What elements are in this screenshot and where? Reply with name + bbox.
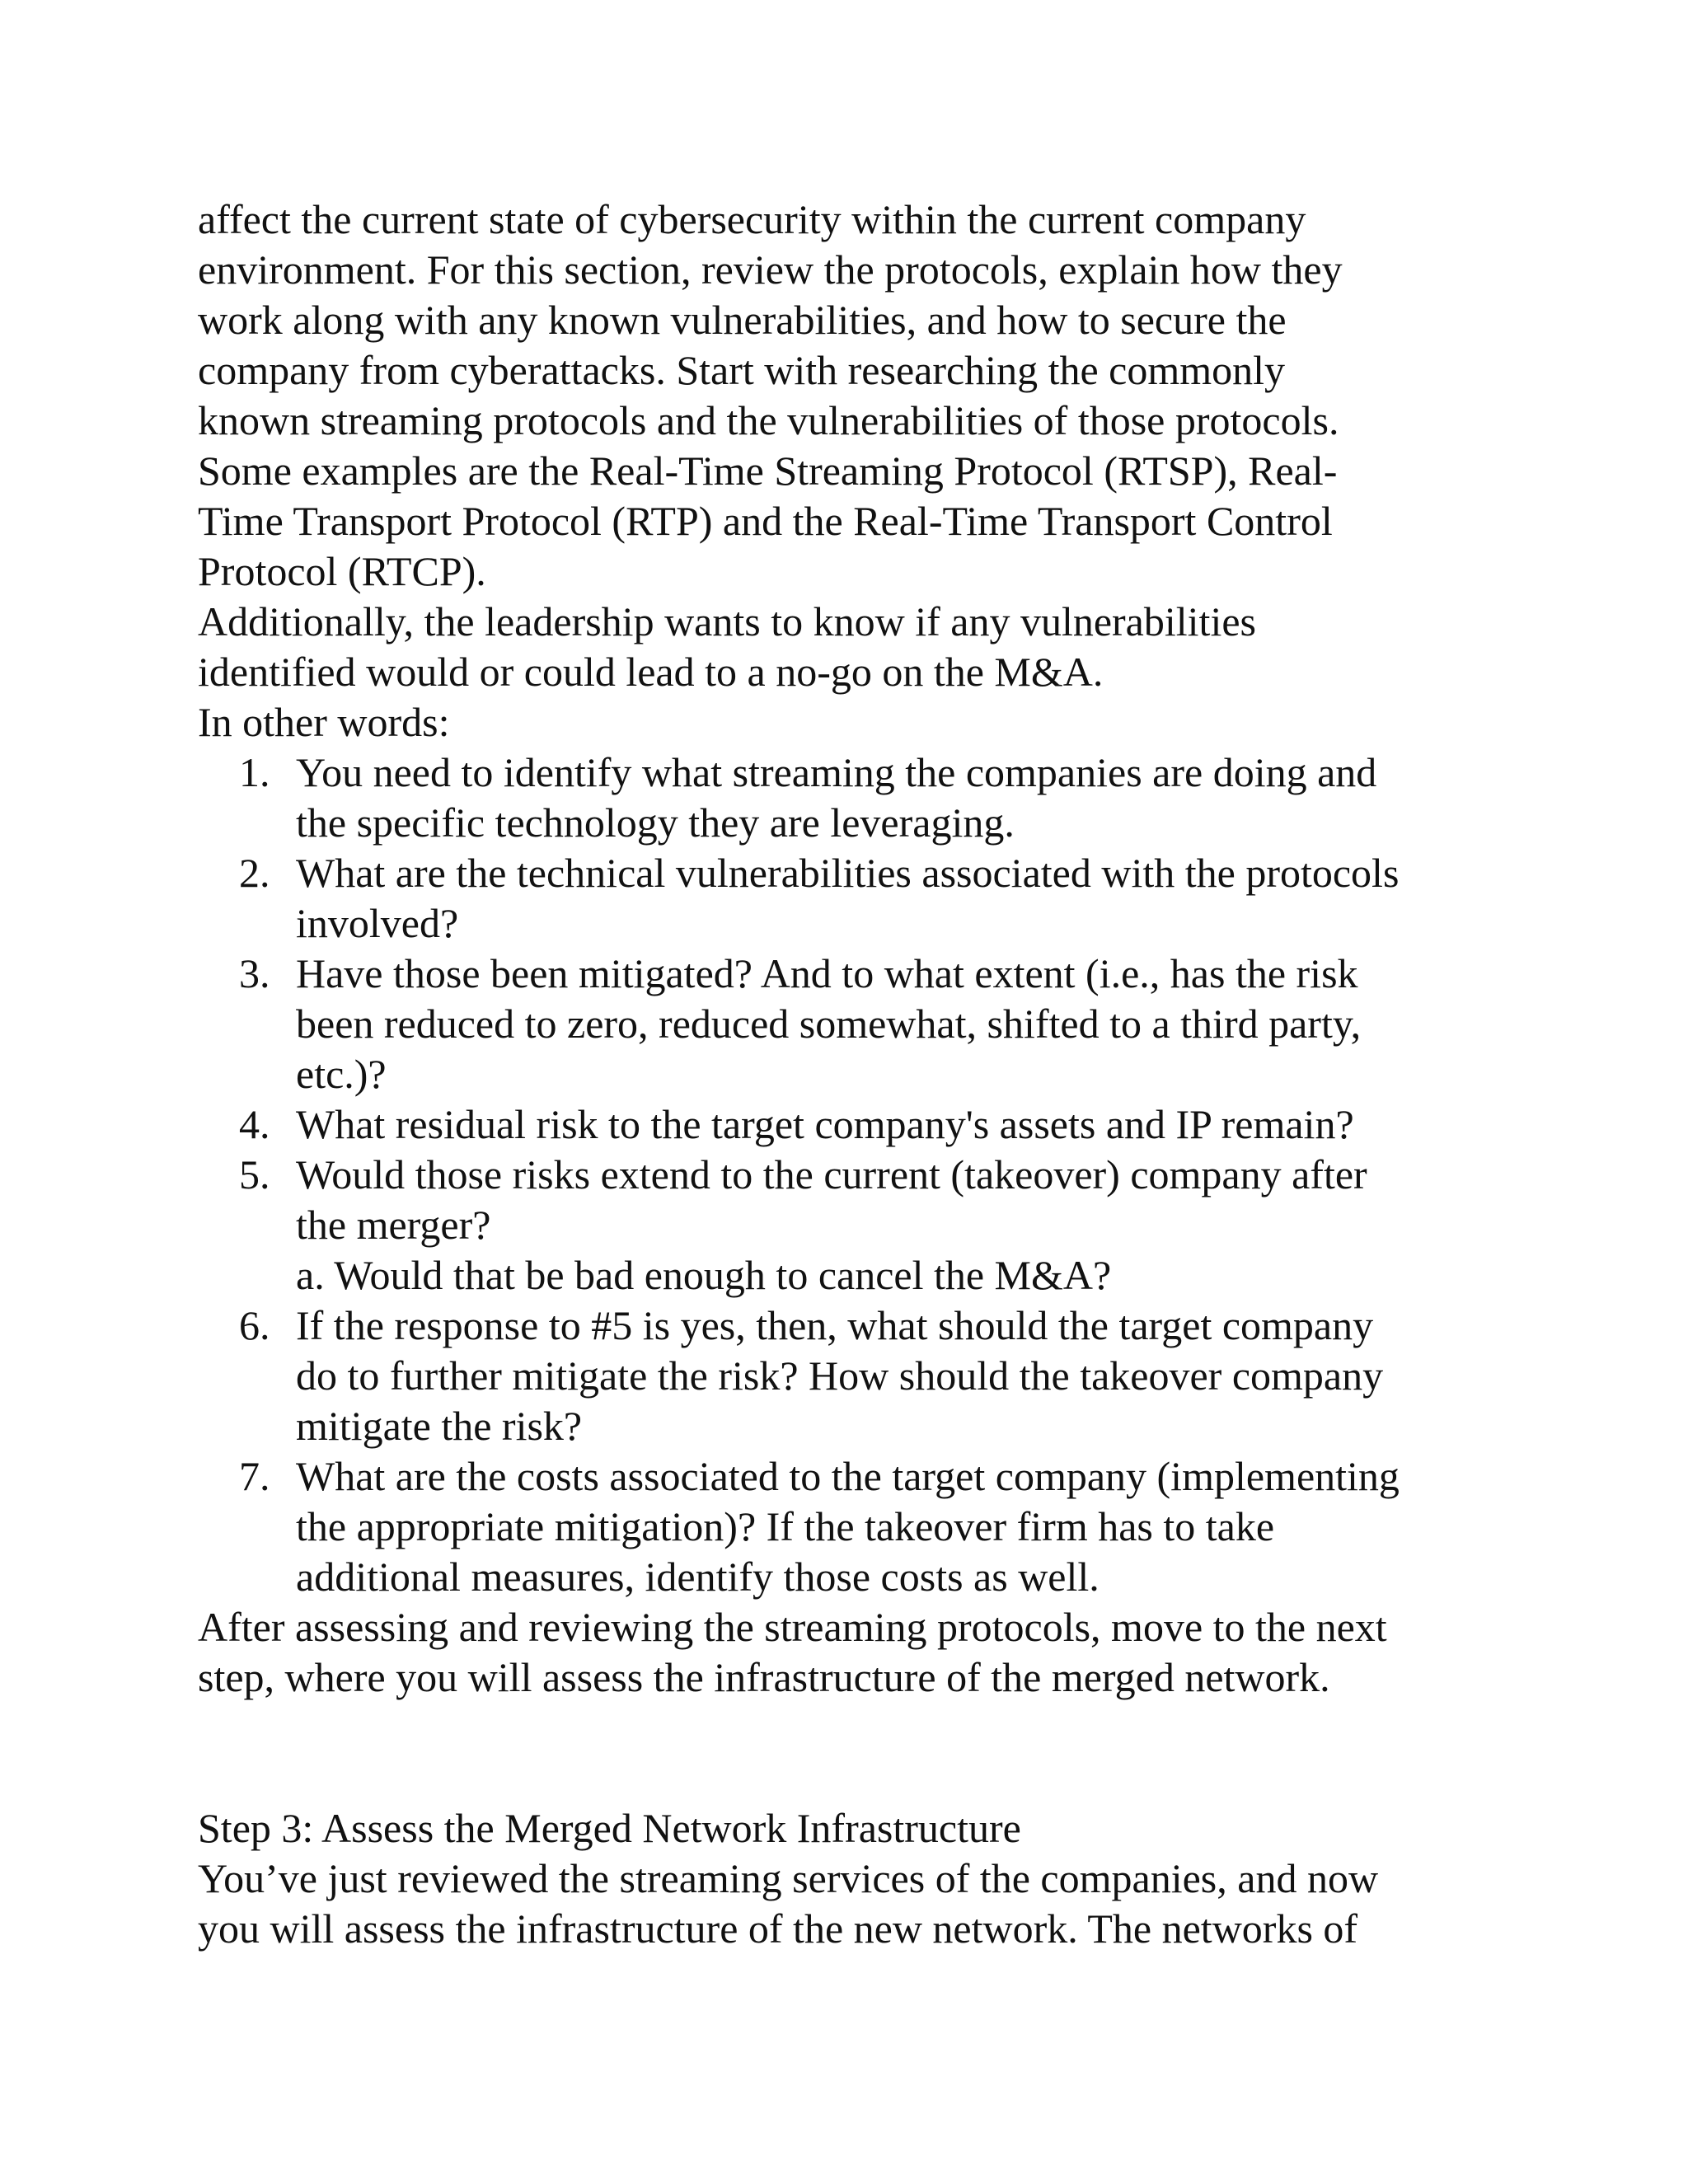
text-line: mitigate the risk? bbox=[296, 1403, 583, 1449]
list-number: 7. bbox=[239, 1453, 270, 1499]
text-line: After assessing and reviewing the streaming protocols, move to the next bbox=[198, 1604, 1387, 1650]
list-number: 6. bbox=[239, 1302, 270, 1348]
text-line: etc.)? bbox=[296, 1051, 387, 1097]
list-item bbox=[198, 848, 1508, 949]
sub-list-item: a. Would that be bad enough to cancel the M&A? bbox=[296, 1252, 1112, 1298]
list-item bbox=[198, 949, 1508, 1099]
text-line: been reduced to zero, reduced somewhat, shifted to a third party, bbox=[296, 1001, 1362, 1047]
text-line: the specific technology they are leveraging. bbox=[296, 799, 1015, 846]
list-number: 3. bbox=[239, 950, 270, 996]
list-item bbox=[198, 1150, 1508, 1301]
list-item bbox=[198, 1451, 1508, 1602]
text-line: What are the technical vulnerabilities associated with the protocols bbox=[296, 850, 1400, 896]
text-line: additional measures, identify those costs as well. bbox=[296, 1554, 1100, 1600]
text-line: work along with any known vulnerabilities, and how to secure the bbox=[198, 297, 1287, 343]
list-number: 1. bbox=[239, 749, 270, 795]
text-line: Additionally, the leadership wants to know if any vulnerabilities bbox=[198, 598, 1256, 644]
list-number: 5. bbox=[239, 1151, 270, 1197]
document-page bbox=[198, 194, 1508, 1954]
text-line: Some examples are the Real-Time Streaming Protocol (RTSP), Real- bbox=[198, 448, 1338, 494]
text-line: If the response to #5 is yes, then, what should the target company bbox=[296, 1302, 1374, 1348]
text-line: you will assess the infrastructure of the new network. The networks of bbox=[198, 1905, 1358, 1952]
list-item bbox=[198, 1301, 1508, 1451]
text-line: known streaming protocols and the vulnerabilities of those protocols. bbox=[198, 397, 1339, 443]
text-line: You need to identify what streaming the companies are doing and bbox=[296, 749, 1377, 795]
after-paragraph bbox=[198, 1602, 1508, 1703]
list-number: 2. bbox=[239, 850, 270, 896]
text-line: What are the costs associated to the target company (implementing bbox=[296, 1453, 1400, 1499]
text-line: identified would or could lead to a no-go on the M&A. bbox=[198, 649, 1104, 695]
text-line: What residual risk to the target company's assets and IP remain? bbox=[296, 1101, 1354, 1147]
question-list bbox=[198, 748, 1508, 1602]
step3-heading: Step 3: Assess the Merged Network Infrastructure bbox=[198, 1805, 1021, 1851]
list-number: 4. bbox=[239, 1101, 270, 1147]
text-line: You’ve just reviewed the streaming services of the companies, and now bbox=[198, 1855, 1379, 1901]
text-line: Time Transport Protocol (RTP) and the Real-Time Transport Control bbox=[198, 498, 1333, 544]
step3-paragraph bbox=[198, 1854, 1508, 1954]
text-line: the appropriate mitigation)? If the takeover firm has to take bbox=[296, 1503, 1275, 1549]
list-item bbox=[198, 1099, 1508, 1150]
section-spacer bbox=[198, 1703, 1508, 1803]
text-line: environment. For this section, review the protocols, explain how they bbox=[198, 246, 1343, 293]
text-line: the merger? bbox=[296, 1202, 491, 1248]
text-line: company from cyberattacks. Start with researching the commonly bbox=[198, 347, 1286, 393]
text-line: Have those been mitigated? And to what extent (i.e., has the risk bbox=[296, 950, 1358, 996]
text-line: step, where you will assess the infrastructure of the merged network. bbox=[198, 1654, 1330, 1700]
text-line: Protocol (RTCP). bbox=[198, 548, 486, 594]
text-line: Would those risks extend to the current (takeover) company after bbox=[296, 1151, 1367, 1197]
text-line: involved? bbox=[296, 900, 459, 946]
text-line: do to further mitigate the risk? How should the takeover company bbox=[296, 1352, 1384, 1399]
leadership-paragraph bbox=[198, 597, 1508, 697]
text-line: affect the current state of cybersecurity within the current company bbox=[198, 196, 1306, 242]
list-item bbox=[198, 748, 1508, 848]
in-other-words-label: In other words: bbox=[198, 699, 450, 745]
intro-paragraph bbox=[198, 194, 1508, 597]
